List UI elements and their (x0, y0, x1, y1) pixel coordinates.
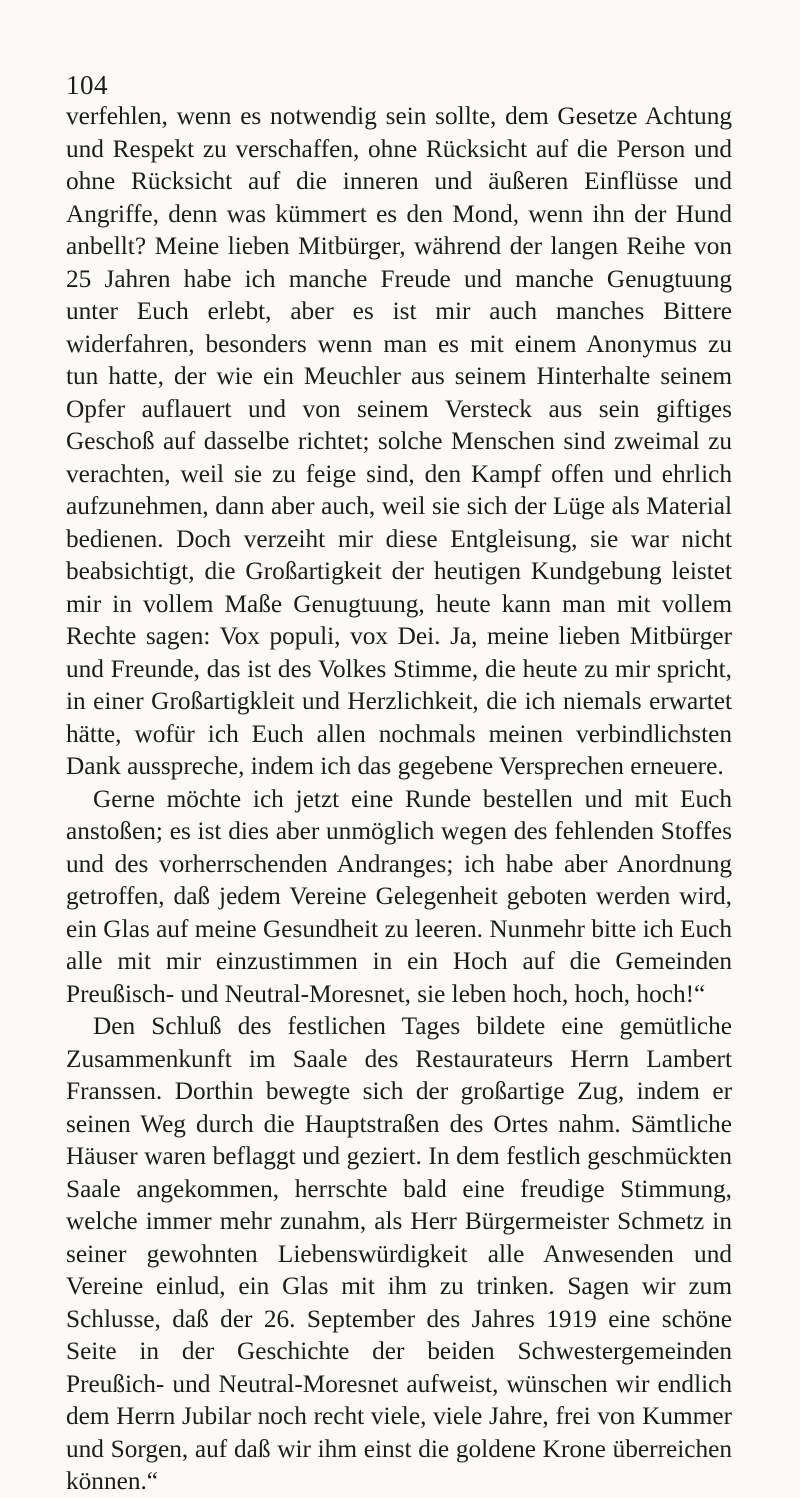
body-text (66, 100, 732, 1498)
paragraph-1: verfehlen, wenn es notwendig sein sollte, dem Gesetze Achtung und Respekt zu verschaffen, ohne Rücksicht auf die Person und ohne Rücksicht auf die inneren und äußeren Einflüsse und Angriffe, denn was kümmert es den Mond, wenn ihn der Hund anbellt? Meine lieben Mitbürger, während der langen Reihe von 25 Jahren habe ich manche Freude und manche Genugtuung unter Euch erlebt, aber es ist mir auch manches Bittere widerfahren, besonders wenn man es mit einem Anonymus zu tun hatte, der wie ein Meuchler aus seinem Hinterhalte seinem Opfer auflauert und von seinem Versteck aus sein giftiges Geschoß auf dasselbe richtet; solche Menschen sind zweimal zu verachten, weil sie zu feige sind, den Kampf offen und ehrlich aufzunehmen, dann aber auch, weil sie sich der Lüge als Material bedienen. Doch verzeiht mir diese Entgleisung, sie war nicht beabsichtigt, die Großartigkeit der heutigen Kundgebung leistet mir in vollem Maße Genugtuung, heute kann man mit vollem Rechte sagen: Vox populi, vox Dei. Ja, meine lieben Mitbürger und Freunde, das ist des Volkes Stimme, die heute zu mir spricht, in einer Großartigkleit und Herzlichkeit, die ich niemals erwartet hätte, wofür ich Euch allen nochmals meinen verbindlichsten Dank ausspreche, indem ich das gegebene Versprechen erneuere. (66, 102, 732, 780)
paragraph-2: Gerne möchte ich jetzt eine Runde bestellen und mit Euch anstoßen; es ist dies aber unmöglich wegen des fehlenden Stoffes und des vorherrschenden Andranges; ich habe aber Anordnung getroffen, daß jedem Vereine Gelegenheit geboten werden wird, ein Glas auf meine Gesundheit zu leeren. Nunmehr bitte ich Euch alle mit mir einzustimmen in ein Hoch auf die Gemeinden Preußisch- und Neutral-Moresnet, sie leben hoch, hoch, hoch!“ (66, 784, 732, 1008)
paragraph-3: Den Schluß des festlichen Tages bildete eine gemütliche Zusammenkunft im Saale des Restaurateurs Herrn Lambert Franssen. Dorthin bewegte sich der großartige Zug, indem er seinen Weg durch die Hauptstraßen des Ortes nahm. Sämtliche Häuser waren beflaggt und geziert. In dem festlich geschmückten Saale angekommen, herrschte bald eine freudige Stimmung, welche immer mehr zunahm, als Herr Bürgermeister Schmetz in seiner gewohnten Liebenswürdigkeit alle Anwesenden und Vereine einlud, ein Glas mit ihm zu trinken. Sagen wir zum Schlusse, daß der 26. September des Jahres 1919 eine schöne Seite in der Geschichte der beiden Schwestergemeinden Preußich- und Neutral-Moresnet aufweist, wünschen wir endlich dem Herrn Jubilar noch recht viele, viele Jahre, frei von Kummer und Sorgen, auf daß wir ihm einst die goldene Krone überreichen können.“ (66, 1012, 732, 1495)
page-number: 104 (66, 70, 108, 100)
